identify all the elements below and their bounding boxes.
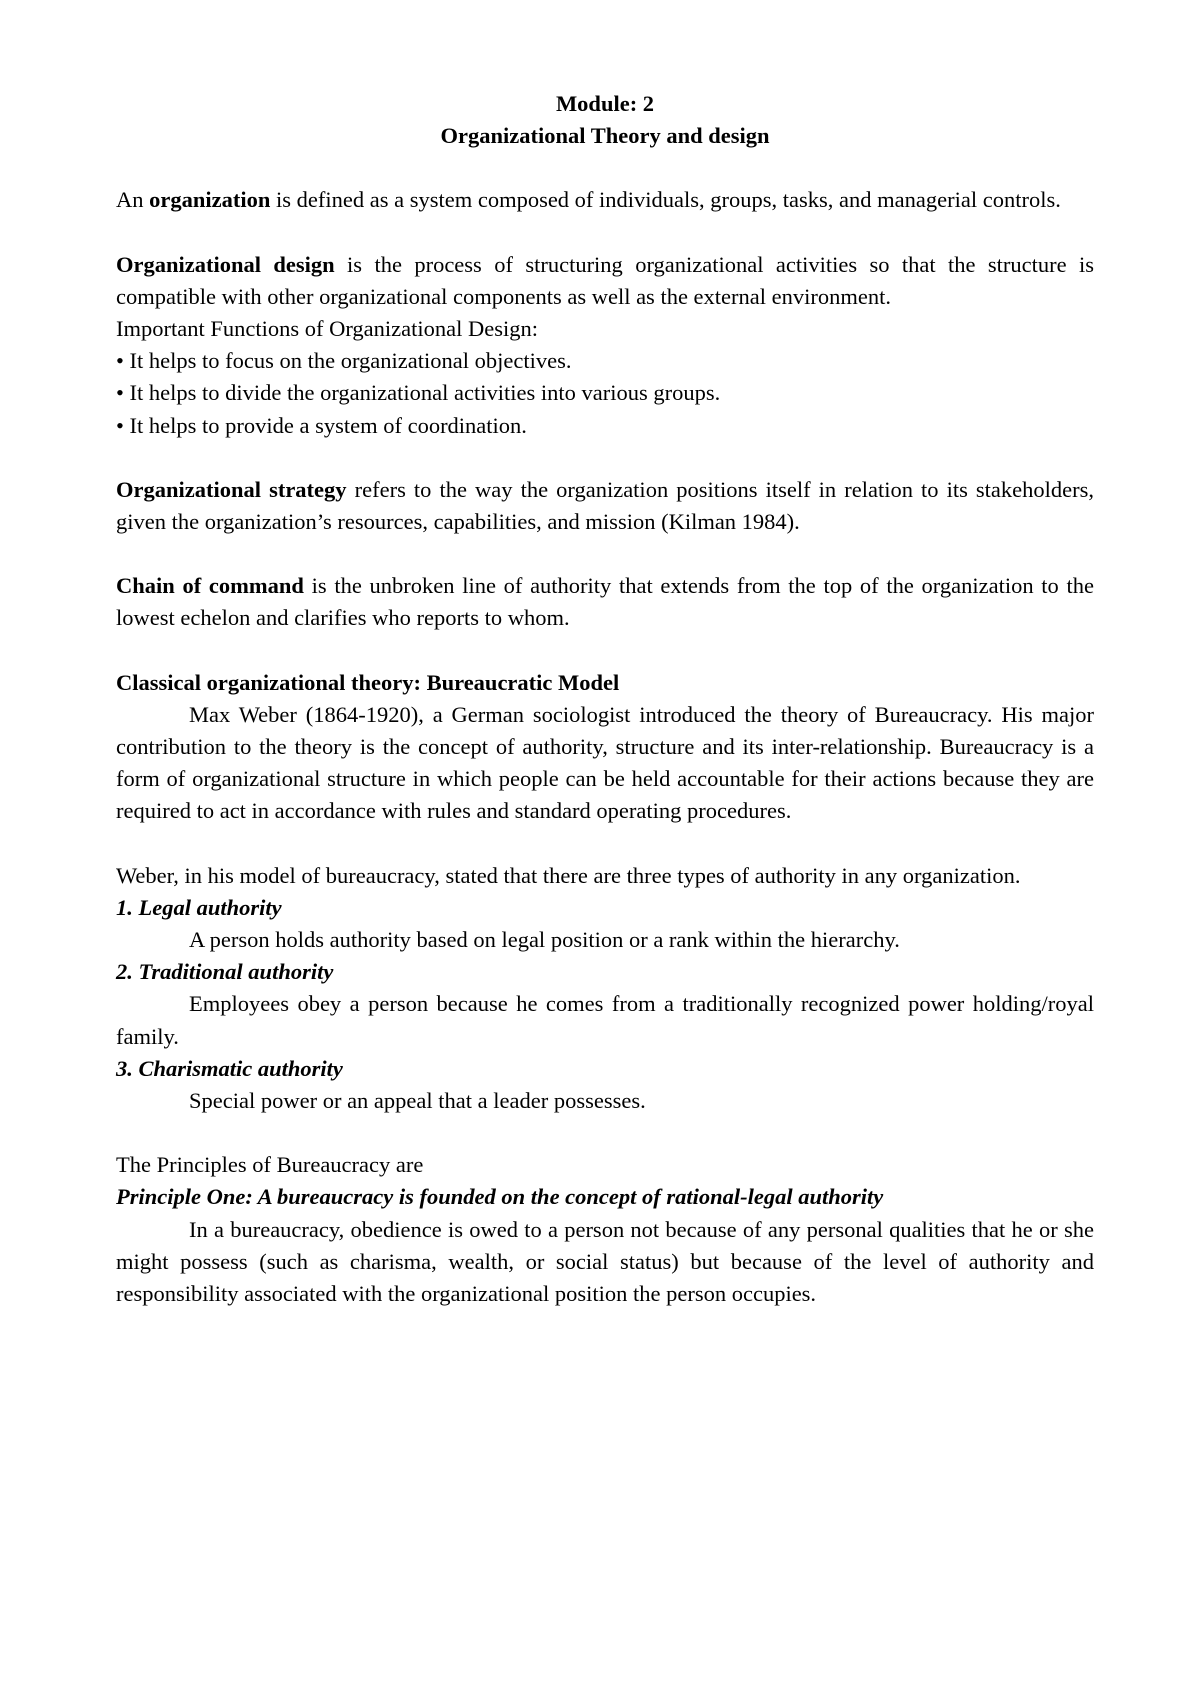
- definition-text: is defined as a system composed of individuals, groups, tasks, and managerial controls.: [270, 187, 1061, 213]
- chain-of-command-definition: [116, 570, 1094, 634]
- principles-intro: The Principles of Bureaucracy are: [116, 1152, 424, 1178]
- authority-type-title: 1. Legal authority: [116, 894, 282, 920]
- function-item: • It helps to provide a system of coordination.: [116, 412, 527, 438]
- function-item: • It helps to focus on the organizational objectives.: [116, 348, 572, 374]
- section-heading-text: Classical organizational theory: Bureaucratic Model: [116, 669, 620, 695]
- classical-theory-body: Max Weber (1864-1920), a German sociologist introduced the theory of Bureaucracy. His major contribution to the theory is the concept of authority, structure and its inter-relationship. Bureaucracy is a form of organizational structure in which people can be held accountable for their actions because they are required to act in accordance with rules and standard operating procedures.: [116, 701, 1094, 824]
- authority-type-description: Special power or an appeal that a leader possesses.: [189, 1088, 646, 1114]
- definition-text: refers to the way the organization positions itself in relation to its stakeholders, given the organization’s resources, capabilities, and mission (Kilman 1984).: [116, 476, 1095, 535]
- functions-heading: Important Functions of Organizational Design:: [116, 316, 539, 342]
- definition-term: Organizational design: [116, 251, 335, 277]
- definition-term: Chain of command: [116, 573, 304, 599]
- module-number: Module: 2: [555, 91, 655, 116]
- design-definition: [116, 249, 1094, 313]
- authority-type-title: 3. Charismatic authority: [116, 1055, 343, 1081]
- definition-text: is the unbroken line of authority that extends from the top of the organization to the lowest echelon and clarifies who reports to whom.: [116, 573, 1094, 631]
- principle-one-title: Principle One: A bureaucracy is founded on the concept of rational-legal authority: [116, 1184, 884, 1210]
- classical-theory-heading: [116, 667, 1094, 699]
- organization-definition: [116, 184, 1094, 216]
- principle-one-body: In a bureaucracy, obedience is owed to a person not because of any personal qualities that he or she might possess (such as charisma, wealth, or social status) but because of the level of authority and responsibility associated with the organizational position the person occupies.: [116, 1216, 1094, 1307]
- definition-term: Organizational strategy: [116, 476, 347, 502]
- document-body: [116, 88, 1094, 1310]
- definition-prefix: An: [116, 187, 150, 213]
- authority-intro: Weber, in his model of bureaucracy, stated that there are three types of authority in any organization.: [116, 862, 1021, 888]
- authority-type-description: Employees obey a person because he comes from a traditionally recognized power holding/royal family.: [116, 991, 1094, 1049]
- authority-type-title: 2. Traditional authority: [116, 959, 334, 985]
- strategy-definition: [116, 474, 1094, 538]
- definition-term: organization: [149, 187, 271, 213]
- function-item: • It helps to divide the organizational activities into various groups.: [116, 380, 721, 406]
- authority-type-description: A person holds authority based on legal position or a rank within the hierarchy.: [189, 927, 900, 953]
- definition-text: is the process of structuring organizational activities so that the structure is compatible with other organizational components as well as the external environment.: [116, 251, 1094, 309]
- document-title: Organizational Theory and design: [440, 123, 770, 149]
